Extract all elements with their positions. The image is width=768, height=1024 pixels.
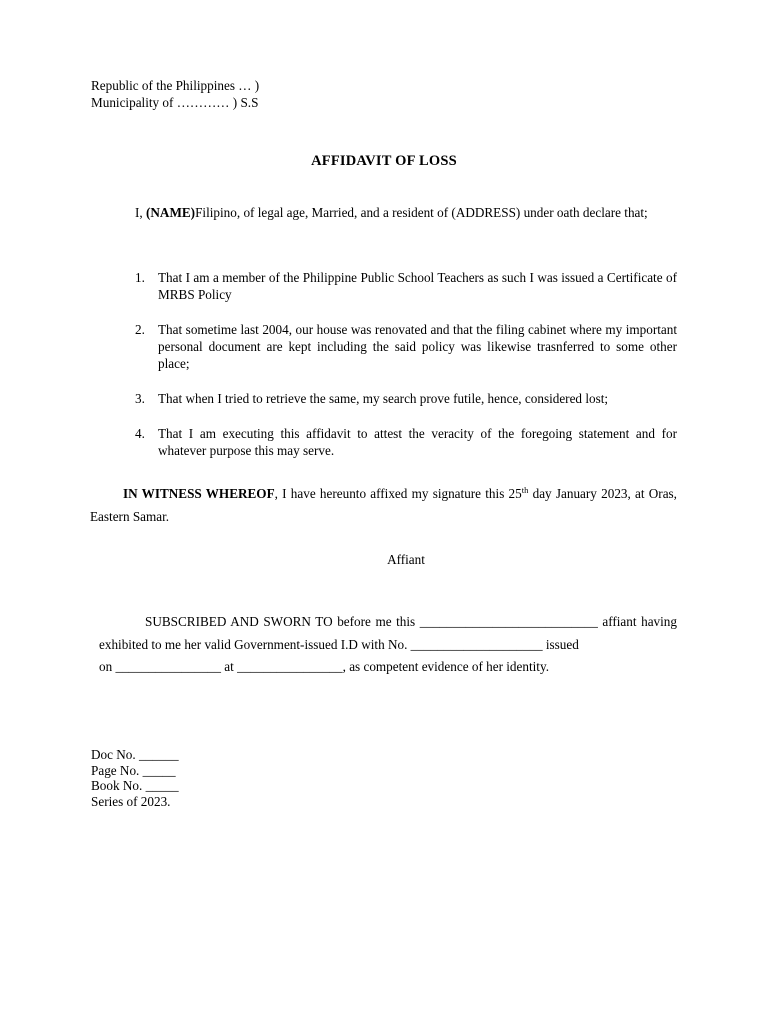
statement-number: 3. [135, 391, 145, 406]
statement-item [135, 390, 677, 407]
jurat-paragraph [99, 611, 677, 679]
doc-number: Doc No. ______ [91, 747, 179, 762]
statement-item [135, 321, 677, 372]
statement-item [135, 269, 677, 303]
statement-item [135, 425, 677, 459]
witness-text-b: day January 2023, at Oras, Eastern Samar. [90, 486, 677, 524]
statement-number: 4. [135, 426, 145, 441]
venue-block [91, 77, 259, 111]
statement-text: That I am a member of the Philippine Public School Teachers as such I was issued a Certificate of MRBS Policy [158, 270, 677, 302]
intro-rest: Filipino, of legal age, Married, and a resident of (ADDRESS) under oath declare that; [195, 205, 648, 220]
affiant-name-placeholder: (NAME) [146, 205, 196, 220]
witness-paragraph [90, 482, 677, 528]
jurat-text-a: SUBSCRIBED AND SWORN TO before me this ___________________________ affiant having exhibited to me her valid Government-issued I.D with No. ____________________ issued [99, 614, 677, 652]
statement-number: 2. [135, 322, 145, 337]
book-number: Book No. _____ [91, 778, 179, 793]
document-title: AFFIDAVIT OF LOSS [311, 153, 457, 169]
statement-text: That sometime last 2004, our house was renovated and that the filing cabinet where my important personal document are kept including the said policy was likewise trasnferred to some other place; [158, 322, 677, 371]
notarial-register-block [91, 747, 179, 809]
series-year: Series of 2023. [91, 793, 171, 809]
page-number: Page No. _____ [91, 762, 176, 778]
venue-municipality: Municipality of ………… ) S.S [91, 95, 259, 110]
statement-text: That I am executing this affidavit to attest the veracity of the foregoing statement and for whatever purpose this may serve. [158, 426, 677, 458]
witness-text-a: , I have hereunto affixed my signature this 25 [274, 486, 522, 501]
intro-paragraph [90, 202, 677, 224]
statement-number: 1. [135, 270, 145, 285]
affiant-signature-label: Affiant [387, 552, 425, 567]
intro-prefix: I, [135, 205, 146, 220]
statement-text: That when I tried to retrieve the same, my search prove futile, hence, considered lost; [158, 391, 609, 406]
witness-ordinal-suffix: th [521, 485, 529, 495]
witness-lead: IN WITNESS WHEREOF [123, 486, 275, 501]
jurat-text-b: on ________________ at ________________, as competent evidence of her identity. [99, 659, 549, 674]
venue-republic: Republic of the Philippines … ) [91, 78, 260, 93]
